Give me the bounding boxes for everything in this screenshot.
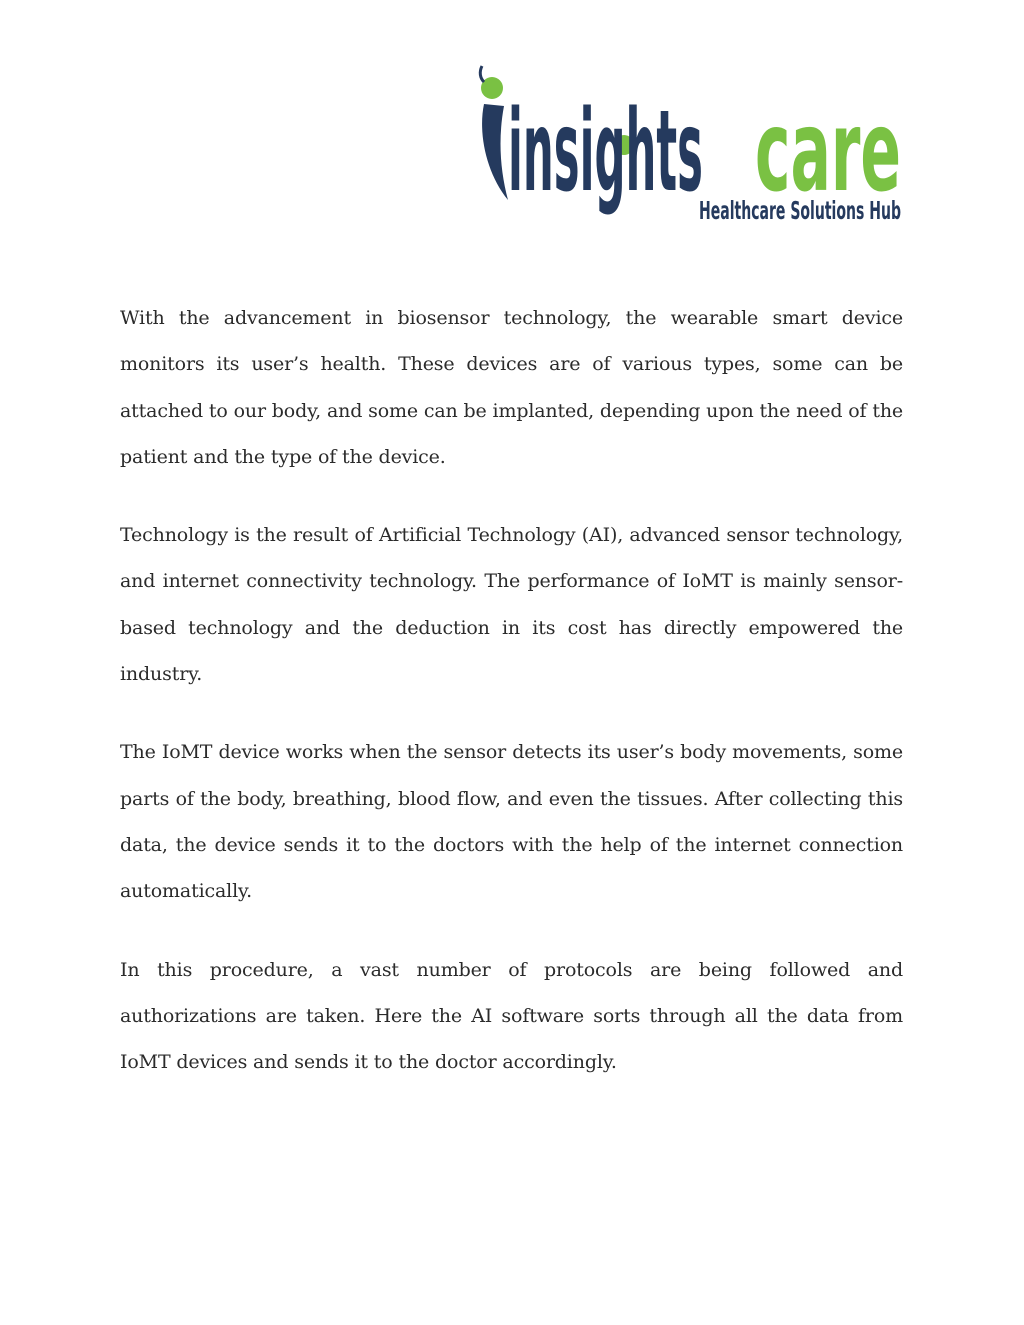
logo-tagline: Healthcare Solutions Hub — [699, 196, 901, 225]
insightscare-logo — [478, 58, 908, 226]
paragraph-4: In this procedure, a vast number of protocols are being followed and authorizations are taken. Here the AI software sorts through all the data from IoMT devices and sends it to the doctor accordingly. — [120, 958, 903, 1074]
logo-figure-body — [482, 104, 508, 200]
document-body — [120, 295, 903, 1117]
logo-wordmark-care: care — [755, 87, 901, 217]
logo-figure-arc — [480, 66, 484, 82]
paragraph-2: Technology is the result of Artificial Technology (AI), advanced sensor technology, and internet connectivity technology. The performance of IoMT is mainly sensor-based technology and the deduction in its cost has directly empowered the industry. — [120, 524, 903, 686]
logo-graphic — [478, 58, 908, 226]
paragraph-1: With the advancement in biosensor technology, the wearable smart device monitors its user’s health. These devices are of various types, some can be attached to our body, and some can be implanted, depending upon the need of the patient and the type of the device. — [120, 307, 903, 468]
logo-wordmark-insights: insights — [508, 87, 703, 217]
paragraph-3: The IoMT device works when the sensor detects its user’s body movements, some parts of the body, breathing, blood flow, and even the tissues. After collecting this data, the device sends it to the doctors with the help of the internet connection automatically. — [120, 741, 903, 903]
